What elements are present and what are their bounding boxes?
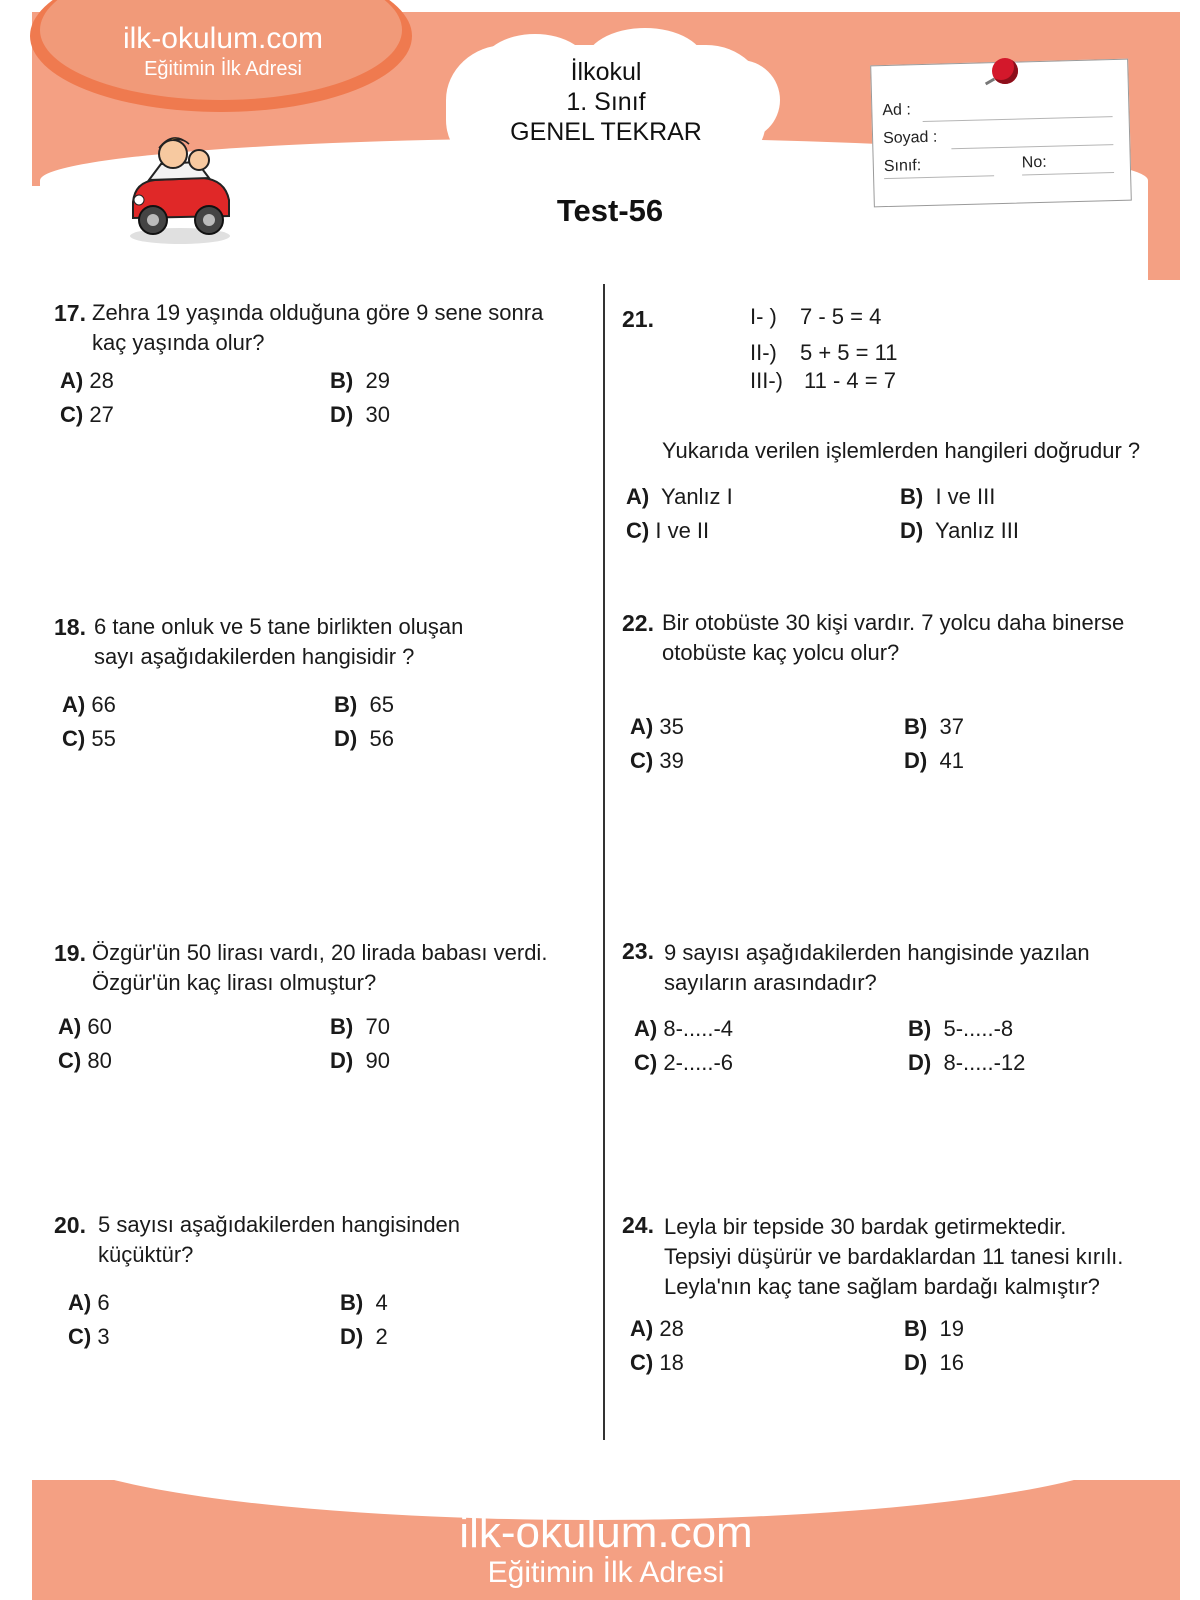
name-field[interactable] (923, 116, 1113, 122)
question-line: Bir otobüste 30 kişi vardır. 7 yolcu daha binerse (662, 610, 1125, 635)
thought-bubble (334, 194, 350, 205)
question-line: Leyla bir tepside 30 bardak getirmektedir. (664, 1214, 1067, 1239)
grade-level: 1. Sınıf (566, 88, 646, 116)
option-d[interactable]: D) 30 (330, 402, 390, 427)
question-number: 22. (622, 610, 654, 636)
option-b[interactable]: B) I ve III (900, 484, 996, 509)
option-d[interactable]: D) 8-.....-12 (908, 1050, 1026, 1075)
push-pin-icon (992, 58, 1018, 84)
option-a[interactable]: A) 28 (630, 1316, 684, 1341)
question-21-prompt: Yukarıda verilen işlemlerden hangileri doğrudur ? (662, 438, 1141, 463)
option-d[interactable]: D) 56 (334, 726, 394, 751)
question-line: Zehra 19 yaşında olduğuna göre 9 sene sonra (92, 300, 544, 325)
option-b[interactable]: B) 70 (330, 1014, 390, 1039)
question-line: Tepsiyi düşürür ve bardaklardan 11 tanesi kırılı. (664, 1244, 1124, 1269)
question-number: 18. (54, 614, 86, 640)
test-title: Test-56 (556, 193, 664, 228)
option-c[interactable]: C) 80 (58, 1048, 112, 1073)
question-line: küçüktür? (98, 1242, 194, 1267)
option-a[interactable]: A) 8-.....-4 (634, 1016, 734, 1041)
statement-1-expr: 7 - 5 = 4 (800, 304, 882, 329)
option-c[interactable]: C) 55 (62, 726, 116, 751)
option-a[interactable]: A) 6 (68, 1290, 110, 1315)
option-c[interactable]: C) 2-.....-6 (634, 1050, 734, 1075)
class-label: Sınıf: (883, 157, 922, 176)
statement-1-label: I- ) (750, 304, 777, 329)
question-number: 20. (54, 1212, 86, 1238)
option-c[interactable]: C) 39 (630, 748, 684, 773)
option-d[interactable]: D) Yanlız III (900, 518, 1020, 543)
question-number: 21. (622, 306, 654, 332)
option-b[interactable]: B) 29 (330, 368, 390, 393)
school-level: İlkokul (570, 58, 642, 86)
option-a[interactable]: A) 35 (630, 714, 684, 739)
question-line: 5 sayısı aşağıdakilerden hangisinden (98, 1212, 461, 1237)
option-b[interactable]: B) 37 (904, 714, 964, 739)
logo-title[interactable]: ilk-okulum.com (122, 22, 324, 55)
question-number: 23. (622, 938, 654, 964)
question-line: Leyla'nın kaç tane sağlam bardağı kalmıştır? (664, 1274, 1100, 1299)
question-line: kaç yaşında olur? (92, 330, 265, 355)
question-20 (54, 1212, 86, 1239)
footer-tagline: Eğitimin İlk Adresi (487, 1556, 725, 1589)
surname-label: Soyad : (882, 128, 938, 148)
question-19-text (92, 938, 547, 998)
name-label: Ad : (882, 101, 912, 120)
question-21 (622, 306, 654, 333)
number-label: No: (1021, 153, 1047, 172)
statement-2-expr: 5 + 5 = 11 (800, 340, 898, 365)
question-number: 24. (622, 1212, 654, 1238)
class-field[interactable] (884, 175, 994, 179)
question-18 (54, 614, 86, 641)
question-line: 9 sayısı aşağıdakilerden hangisinde yazılan (664, 940, 1090, 965)
option-b[interactable]: B) 5-.....-8 (908, 1016, 1014, 1041)
option-d[interactable]: D) 90 (330, 1048, 390, 1073)
question-22 (622, 610, 654, 637)
question-17-text (92, 298, 543, 358)
option-c[interactable]: C) 3 (68, 1324, 110, 1349)
logo-subtitle: Eğitimin İlk Adresi (144, 58, 302, 80)
statement-3-label: III-) (750, 368, 783, 393)
question-line: otobüste kaç yolcu olur? (662, 640, 900, 665)
car-illustration (125, 130, 235, 246)
option-b[interactable]: B) 65 (334, 692, 394, 717)
question-number: 19. (54, 940, 86, 966)
option-c[interactable]: C) 27 (60, 402, 114, 427)
thought-bubble (390, 172, 418, 190)
option-a[interactable]: A) 60 (58, 1014, 112, 1039)
column-divider (603, 284, 605, 1456)
footer-site-name[interactable]: ilk-okulum.com (459, 1508, 753, 1557)
question-19 (54, 940, 86, 967)
question-22-text (662, 608, 1124, 668)
option-d[interactable]: D) 41 (904, 748, 964, 773)
question-line: sayı aşağıdakilerden hangisidir ? (94, 644, 415, 669)
statement-3-expr: 11 - 4 = 7 (804, 368, 896, 393)
question-line: 6 tane onluk ve 5 tane birlikten oluşan (94, 614, 464, 639)
question-23-text (664, 938, 1090, 998)
question-line: Özgür'ün 50 lirası vardı, 20 lirada babası verdi. (92, 940, 548, 965)
option-c[interactable]: C) 18 (630, 1350, 684, 1375)
test-subject: GENEL TEKRAR (510, 118, 702, 146)
option-a[interactable]: A) 66 (62, 692, 116, 717)
question-number: 17. (54, 300, 86, 326)
question-20-text (98, 1210, 460, 1270)
option-b[interactable]: B) 19 (904, 1316, 964, 1341)
question-line: Özgür'ün kaç lirası olmuştur? (92, 970, 377, 995)
question-18-text (94, 612, 463, 672)
question-line: sayıların arasındadır? (664, 970, 877, 995)
number-field[interactable] (1022, 172, 1114, 175)
thought-bubble (360, 184, 382, 198)
surname-field[interactable] (951, 144, 1113, 149)
statement-2-label: II-) (750, 340, 777, 365)
option-c[interactable]: C) I ve II (626, 518, 710, 543)
question-23 (622, 938, 654, 965)
option-a[interactable]: A) 28 (60, 368, 114, 393)
option-a[interactable]: A) Yanlız I (626, 484, 733, 509)
question-24 (622, 1212, 654, 1239)
question-17 (54, 300, 86, 327)
option-b[interactable]: B) 4 (340, 1290, 388, 1315)
question-24-text (664, 1212, 1123, 1302)
option-d[interactable]: D) 16 (904, 1350, 964, 1375)
option-d[interactable]: D) 2 (340, 1324, 388, 1349)
